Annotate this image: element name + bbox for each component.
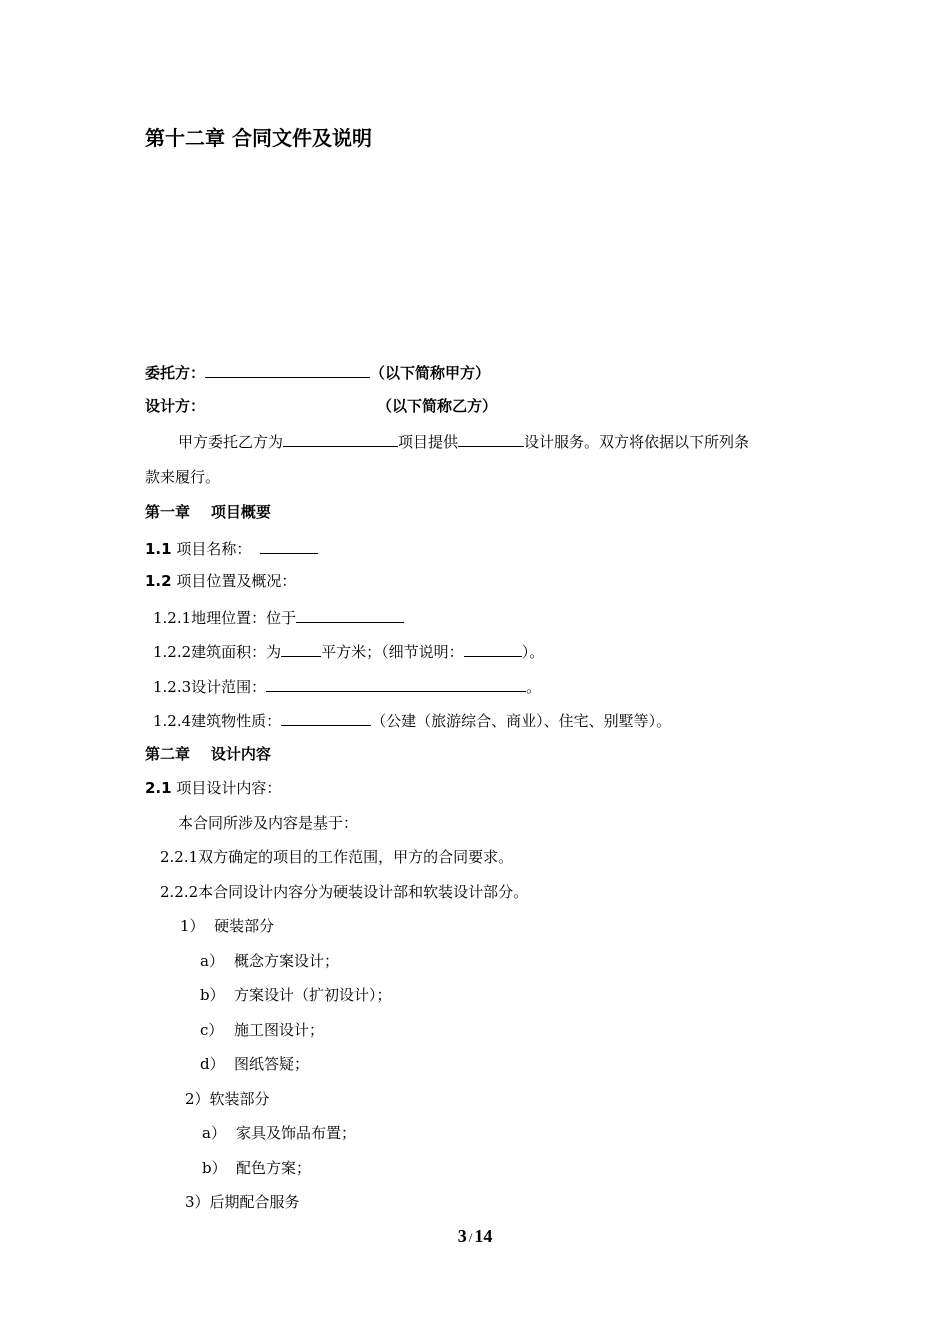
page-title: 第十二章 合同文件及说明	[145, 126, 372, 150]
section-1-2	[145, 571, 296, 591]
client-note: （以下简称甲方）	[370, 364, 491, 382]
project-name-blank	[260, 537, 318, 554]
intro-line-1	[178, 430, 749, 452]
hard-item-b-mark: b）	[200, 986, 225, 1004]
section-1-1	[145, 537, 318, 559]
designer-note: （以下简称乙方）	[377, 397, 498, 415]
page-current: 3	[457, 1226, 467, 1246]
hard-item-c-text: 施工图设计；	[234, 1021, 325, 1039]
section-1-2-3-text-a: 1.2.3设计范围：	[153, 678, 267, 696]
hard-decoration-heading: 1） 硬装部分	[180, 917, 275, 935]
section-1-2-1	[153, 606, 404, 628]
soft-item-a-text: 家具及饰品布置；	[236, 1124, 357, 1142]
scope-blank	[266, 675, 526, 692]
section-2-2-1: 2.2.1双方确定的项目的工作范围，甲方的合同要求。	[160, 848, 514, 866]
section-1-2-1-text: 1.2.1地理位置：位于	[153, 609, 297, 627]
designer-label: 设计方：	[145, 397, 206, 415]
section-1-2-3	[153, 675, 541, 697]
chapter-1-heading: 第一章 项目概要	[145, 503, 271, 521]
section-1-2-2	[153, 640, 544, 662]
section-2-2-2: 2.2.2本合同设计内容分为硬装设计部和软装设计部分。	[160, 883, 529, 901]
section-2-1-text: 项目设计内容：	[176, 779, 282, 797]
section-1-2-2-text-c: ）。	[521, 643, 545, 661]
designer-line	[145, 396, 205, 416]
hard-item-b-text: 方案设计（扩初设计）；	[234, 986, 392, 1004]
basis-text: 本合同所涉及内容是基于：	[178, 814, 359, 832]
client-line	[145, 361, 490, 383]
property-blank	[281, 709, 371, 726]
area-blank	[281, 640, 321, 657]
section-1-2-2-text-b: 平方米；（细节说明：	[321, 643, 464, 661]
intro-part2: 项目提供	[398, 433, 459, 451]
page-total: 14	[474, 1226, 493, 1246]
soft-item-b-text: 配色方案；	[236, 1159, 312, 1177]
intro-part3: 设计服务。双方将依据以下所列条	[524, 433, 750, 451]
soft-decoration-heading: 2）软装部分	[185, 1090, 270, 1108]
section-1-2-4-text-a: 1.2.4建筑物性质：	[153, 712, 282, 730]
hard-item-c-mark: c）	[200, 1021, 224, 1039]
section-1-2-3-text-b: 。	[526, 678, 542, 696]
client-label: 委托方：	[145, 364, 206, 382]
soft-item-a-mark: a）	[202, 1124, 226, 1142]
hard-item-c	[200, 1020, 324, 1040]
section-1-2-2-text-a: 1.2.2建筑面积：为	[153, 643, 282, 661]
hard-item-d-text: 图纸答疑；	[234, 1055, 310, 1073]
hard-item-a	[200, 951, 339, 971]
section-1-2-number: 1.2	[145, 572, 172, 590]
soft-item-b	[202, 1158, 311, 1178]
page-number	[0, 1226, 950, 1247]
soft-item-a	[202, 1123, 356, 1143]
section-2-1	[145, 778, 281, 798]
hard-item-a-text: 概念方案设计；	[234, 952, 340, 970]
hard-item-b	[200, 985, 392, 1005]
hard-item-d-mark: d）	[200, 1055, 225, 1073]
section-1-1-text: 项目名称：	[176, 540, 252, 558]
location-blank	[296, 606, 404, 623]
intro-project-blank	[283, 430, 398, 447]
intro-line-2: 款来履行。	[145, 468, 221, 486]
section-1-1-number: 1.1	[145, 540, 172, 558]
intro-part1: 甲方委托乙方为	[178, 433, 284, 451]
intro-service-blank	[458, 430, 524, 447]
hard-item-a-mark: a）	[200, 952, 224, 970]
soft-item-b-mark: b）	[202, 1159, 227, 1177]
section-2-1-number: 2.1	[145, 779, 172, 797]
chapter-2-heading: 第二章 设计内容	[145, 745, 271, 763]
page-separator: /	[468, 1230, 473, 1245]
hard-item-d	[200, 1054, 309, 1074]
client-blank	[205, 361, 370, 378]
section-1-2-text: 项目位置及概况：	[176, 572, 297, 590]
section-1-2-4	[153, 709, 671, 731]
area-detail-blank	[464, 640, 522, 657]
after-service-heading: 3）后期配合服务	[185, 1193, 300, 1211]
section-1-2-4-text-b: （公建（旅游综合、商业）、住宅、别墅等）。	[371, 712, 672, 730]
